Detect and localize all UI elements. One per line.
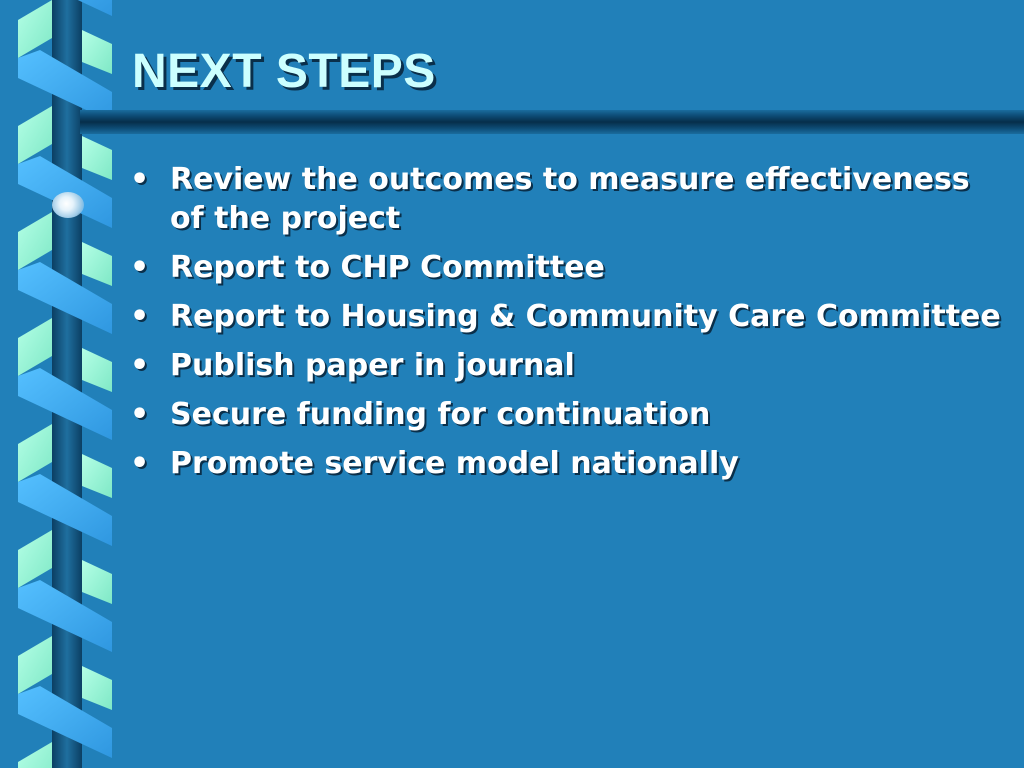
bullet-item bbox=[130, 297, 1010, 336]
bullet-text: Report to CHP Committee bbox=[170, 250, 605, 285]
ribbon-band-highlight bbox=[82, 30, 112, 74]
ribbon-band-highlight bbox=[82, 666, 112, 710]
ribbon-knob bbox=[52, 192, 84, 218]
ribbon-band-back bbox=[18, 424, 52, 482]
bullet-item bbox=[130, 248, 1010, 287]
ribbon-band-highlight bbox=[82, 242, 112, 286]
ribbon-band-highlight bbox=[82, 454, 112, 498]
bullet-item bbox=[130, 395, 1010, 434]
bullet-item bbox=[130, 160, 1010, 238]
ribbon-band-back bbox=[18, 106, 52, 164]
ribbon-band-back bbox=[18, 530, 52, 588]
ribbon-band-back bbox=[18, 636, 52, 694]
ribbon-band-back bbox=[18, 0, 52, 58]
bullet-dot: • bbox=[130, 250, 150, 285]
bullet-dot: • bbox=[130, 446, 150, 481]
bullet-dot: • bbox=[130, 299, 150, 334]
ribbon-band-back bbox=[18, 742, 52, 768]
bullet-text: Promote service model nationally bbox=[170, 446, 739, 481]
ribbon-band-highlight bbox=[82, 348, 112, 392]
bullet-text: Report to Housing & Community Care Committee bbox=[170, 299, 1001, 334]
bullet-dot: • bbox=[130, 348, 150, 383]
ribbon-band-back bbox=[18, 212, 52, 270]
title-divider-bar bbox=[80, 110, 1024, 134]
bullet-text: Publish paper in journal bbox=[170, 348, 575, 383]
ribbon-band-highlight bbox=[82, 136, 112, 180]
bullet-item bbox=[130, 346, 1010, 385]
bullet-dot: • bbox=[130, 162, 150, 197]
bullet-item bbox=[130, 444, 1010, 483]
slide-title: NEXT STEPS bbox=[132, 45, 436, 98]
bullet-text: Review the outcomes to measure effectiveness of the project bbox=[170, 162, 970, 236]
bullet-list bbox=[130, 160, 1010, 493]
bullet-dot: • bbox=[130, 397, 150, 432]
ribbon-band-back bbox=[18, 318, 52, 376]
bullet-text: Secure funding for continuation bbox=[170, 397, 711, 432]
ribbon-band-highlight bbox=[82, 560, 112, 604]
